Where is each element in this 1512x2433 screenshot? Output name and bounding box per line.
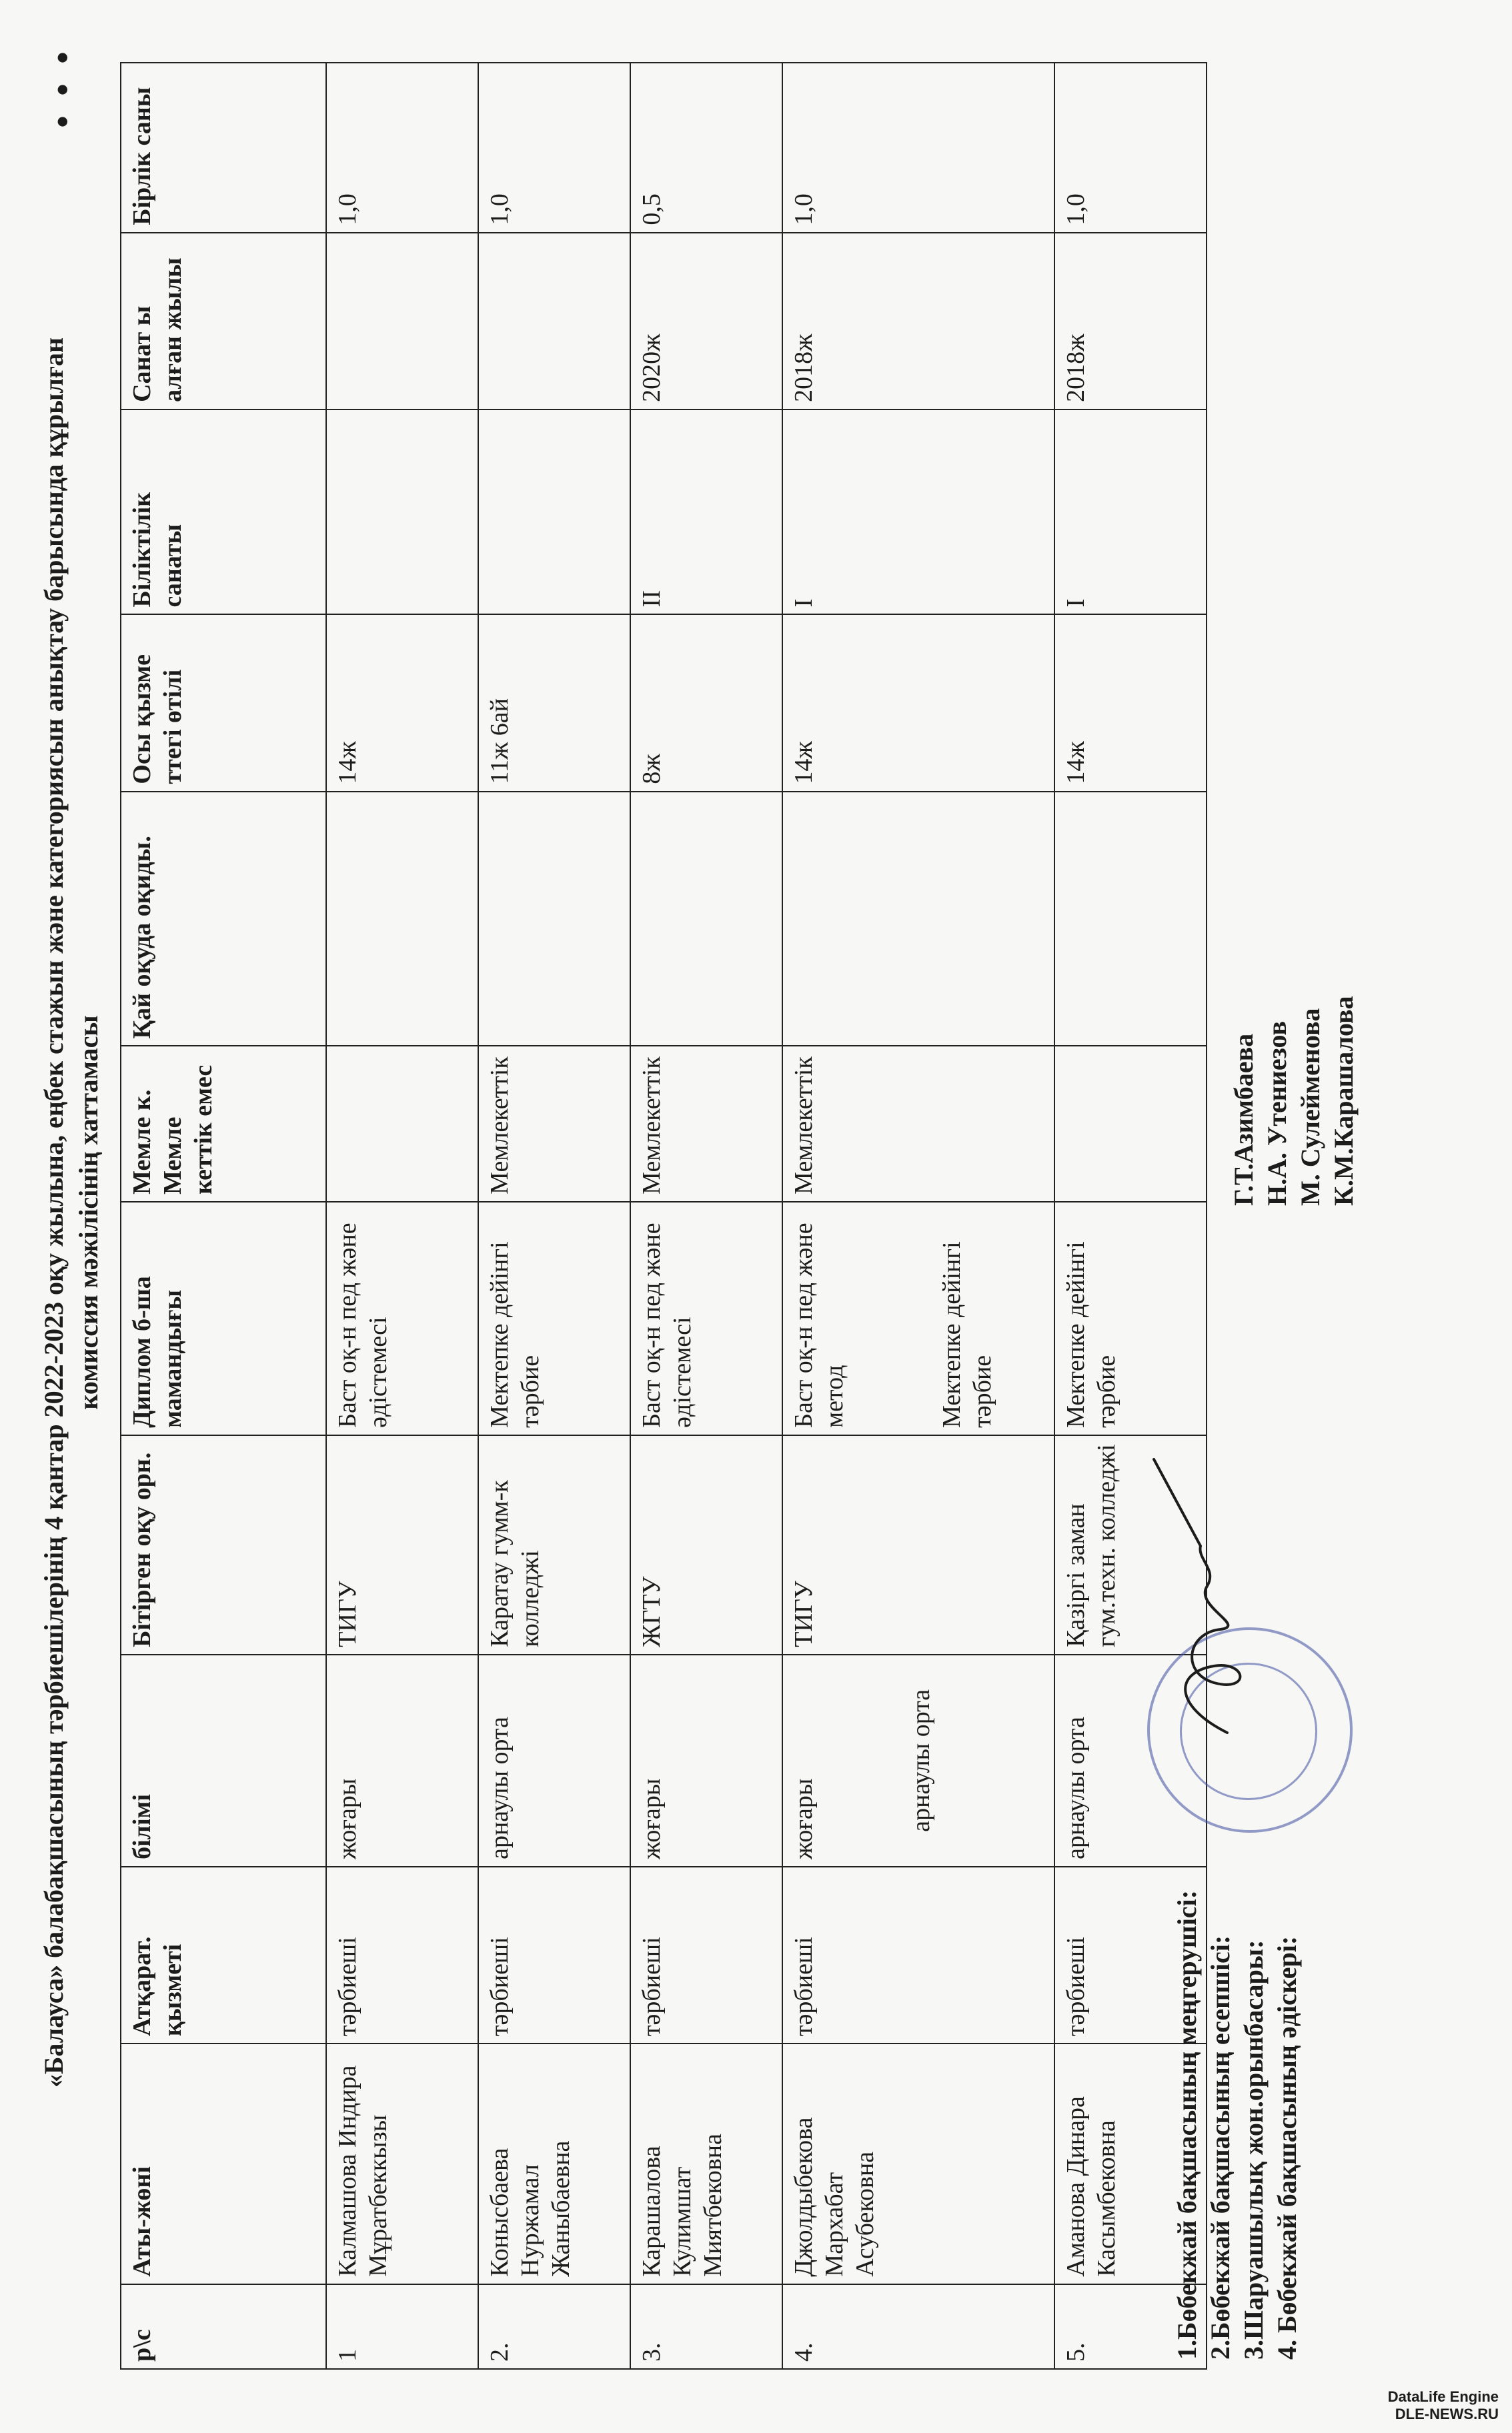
signature-role: 1.Бөбекжай бақшасының меңгерушісі:: [1172, 1889, 1202, 2360]
diploma-specialty-cell: [782, 1202, 1054, 1435]
state-status: Мемлекеттік: [630, 1046, 782, 1201]
header-cell: Санат ы алған жылы: [121, 233, 326, 410]
punch-marks: • • •: [41, 47, 85, 129]
header-cell: Қай оқуда оқиды.: [121, 792, 326, 1046]
category-year: [326, 233, 478, 410]
unit-count: 0,5: [630, 63, 782, 233]
diploma-specialty: Мектепке дейінгі тәрбие: [478, 1202, 630, 1435]
qualification-category: [478, 410, 630, 615]
work-experience: 14ж: [782, 614, 1054, 791]
signatory-name: Г.Т.Азимбаева: [1229, 1033, 1259, 1206]
signature-role: 2.Бөбекжай бақшасының есепшісі:: [1205, 1935, 1235, 2360]
graduated-school: ТИГУ: [326, 1435, 478, 1655]
diploma-specialty: Баст оқ-н пед және әдістемесі: [326, 1202, 478, 1435]
employee-post: тәрбиеші: [1054, 1867, 1207, 2044]
employee-name: Аманова Динара Касымбековна: [1054, 2044, 1207, 2284]
unit-count: 1,0: [1054, 63, 1207, 233]
header-cell: білімі: [121, 1655, 326, 1867]
graduated-school: ТИГУ: [782, 1435, 1054, 1655]
category-year: [478, 233, 630, 410]
row-number: 3.: [630, 2284, 782, 2369]
employee-education: арнаулы орта: [478, 1655, 630, 1867]
signatory-name: Н.А. Утениезов: [1262, 1020, 1292, 1206]
unit-count: 1,0: [782, 63, 1054, 233]
qualification-category: II: [630, 410, 782, 615]
watermark: [1388, 2388, 1499, 2423]
state-status: [326, 1046, 478, 1201]
row-number: 5.: [1054, 2284, 1207, 2369]
state-status: Мемлекеттік: [782, 1046, 1054, 1201]
diploma-specialty: Баст оқ-н пед және әдістемесі: [630, 1202, 782, 1435]
qualification-category: I: [1054, 410, 1207, 615]
document-title: [37, 45, 106, 2380]
graduated-school: Каратау гумм-к колледжі: [478, 1435, 630, 1655]
work-experience: 8ж: [630, 614, 782, 791]
header-cell: Бірлік саны: [121, 63, 326, 233]
work-experience: 14ж: [1054, 614, 1207, 791]
employee-post: тәрбиеші: [326, 1867, 478, 2044]
employee-post: тәрбиеші: [478, 1867, 630, 2044]
current-study: [478, 792, 630, 1046]
row-number: 2.: [478, 2284, 630, 2369]
table-row: [478, 63, 630, 2369]
header-cell: р\с: [121, 2284, 326, 2369]
signatory-name: К.М.Карашалова: [1329, 996, 1359, 1206]
employee-name: Калмашова Индира Мұратбеккызы: [326, 2044, 478, 2284]
qualification-category: I: [782, 410, 1054, 615]
current-study: [782, 792, 1054, 1046]
current-study: [326, 792, 478, 1046]
row-number: 1: [326, 2284, 478, 2369]
current-study: [630, 792, 782, 1046]
employee-education: жоғары: [326, 1655, 478, 1867]
header-row: [121, 63, 326, 2369]
diploma-specialty-secondary: Мектепке дейінгі тәрбие: [938, 1241, 996, 1428]
employee-post: тәрбиеші: [782, 1867, 1054, 2044]
category-year: 2018ж: [1054, 233, 1207, 410]
category-year: 2018ж: [782, 233, 1054, 410]
employee-education: арнаулы орта: [1054, 1655, 1207, 1867]
signature-role: 3.Шаруашылық жон.орынбасары:: [1239, 1939, 1269, 2360]
table-row: [782, 63, 1054, 2369]
signatory-names: [1227, 996, 1361, 1206]
header-cell: Бітірген оқу орн.: [121, 1435, 326, 1655]
table-row: [630, 63, 782, 2369]
work-experience: 14ж: [326, 614, 478, 791]
diploma-specialty: Мектепке дейінгі тәрбие: [1054, 1202, 1207, 1435]
header-cell: Мемле к. Мемле кеттік емес: [121, 1046, 326, 1201]
watermark-line-1: DataLife Engine: [1387, 2388, 1499, 2405]
watermark-line-2: DLE-NEWS.RU: [1395, 2406, 1499, 2422]
employee-name: Конысбаева Нуржамал Жаныбаевна: [478, 2044, 630, 2284]
header-cell: Атқарат. қызметі: [121, 1867, 326, 2044]
work-experience: 11ж 6ай: [478, 614, 630, 791]
employee-name: Джолдыбекова Мархабат Асубековна: [782, 2044, 1054, 2284]
employee-education: жоғары: [630, 1655, 782, 1867]
title-line-1: «Балауса» балабақшасының тәрбиешілерінің 4 қантар 2022-2023 оқу жылына, еңбек стажын және категориясын анықтау барысында құрылған: [39, 337, 69, 2088]
header-cell: Аты-жөні: [121, 2044, 326, 2284]
table-row: [326, 63, 478, 2369]
diploma-specialty: Баст оқ-н пед және метод: [790, 1223, 848, 1428]
category-year: 2020ж: [630, 233, 782, 410]
employee-post: тәрбиеші: [630, 1867, 782, 2044]
title-line-2: комиссия мәжілісінің хаттамасы: [73, 1015, 103, 1410]
state-status: Мемлекеттік: [478, 1046, 630, 1201]
row-number: 4.: [782, 2284, 1054, 2369]
employee-name: Карашалова Кулимшат Миятбековна: [630, 2044, 782, 2284]
employee-education: жоғары: [790, 1778, 818, 1859]
signature-role: 4. Бөбекжай бақшасының әдіскері:: [1272, 1935, 1302, 2360]
graduated-school: ЖГТУ: [630, 1435, 782, 1655]
staff-table: [120, 62, 1207, 2370]
employee-education-secondary: арнаулы орта: [907, 1689, 935, 1832]
header-cell: Диплом б-ша мамандығы: [121, 1202, 326, 1435]
employee-education-cell: [782, 1655, 1054, 1867]
graduated-school: Қазіргі заман гум.техн. колледжі: [1054, 1435, 1207, 1655]
signatory-name: М. Сулейменова: [1295, 1008, 1325, 1206]
unit-count: 1,0: [478, 63, 630, 233]
header-cell: Осы қызме ттегі өтілі: [121, 614, 326, 791]
qualification-category: [326, 410, 478, 615]
unit-count: 1,0: [326, 63, 478, 233]
header-cell: Біліктілік санаты: [121, 410, 326, 615]
